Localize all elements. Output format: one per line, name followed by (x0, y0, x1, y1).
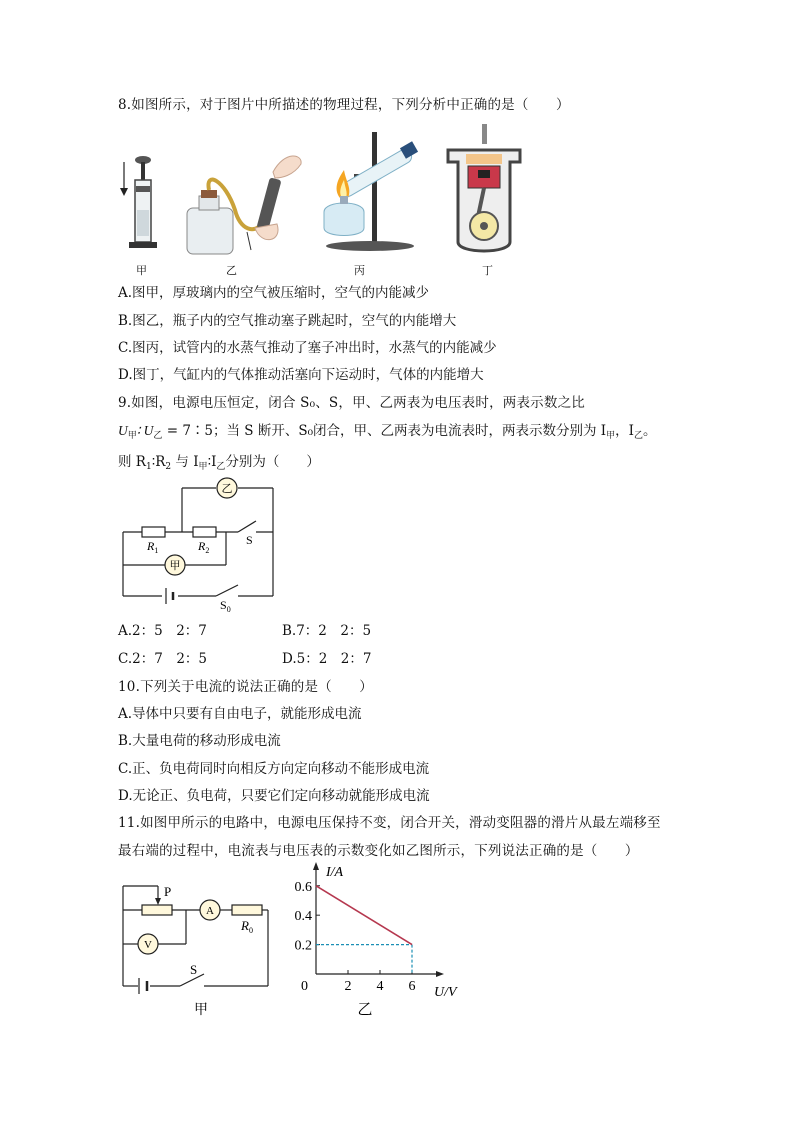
q8-option-c: C.图丙，试管内的水蒸气推动了塞子冲出时，水蒸气的内能减少 (118, 340, 497, 356)
y-tick-label: 0.4 (294, 909, 312, 925)
r0-label: $R_0$ (241, 918, 253, 935)
figure-jia-compression (115, 150, 165, 260)
circuit-caption-jia: 甲 (194, 1003, 208, 1018)
meter-jia-label: 甲 (169, 560, 181, 572)
q11-line2: 最右端的过程中，电流表与电压表的示数变化如乙图所示，下列说法正确的是（ ） (118, 843, 639, 859)
figure-yi-bottle-pump (185, 150, 305, 260)
caption-yi: 乙 (226, 264, 237, 277)
r1-label: $R_1$ (147, 539, 159, 555)
q8-option-d: D.图丁，气缸内的气体推动活塞向下运动时，气体的内能增大 (118, 367, 484, 383)
switch-s-label: S (190, 962, 198, 977)
figure-ding-engine (444, 122, 524, 254)
x-tick-label: 2 (344, 979, 352, 994)
q8-option-b: B.图乙，瓶子内的空气推动塞子跳起时，空气的内能增大 (118, 313, 457, 329)
x-tick-label: 6 (408, 979, 416, 994)
q8-option-a: A.图甲，厚玻璃内的空气被压缩时，空气的内能减少 (118, 285, 430, 301)
origin-label: 0 (301, 979, 308, 994)
q9-option-c: C.2：7 2：5 (118, 651, 207, 667)
q10-option-b: B.大量电荷的移动形成电流 (118, 733, 281, 749)
q9-option-b: B.7：2 2：5 (282, 623, 372, 639)
x-axis-arrow (436, 971, 444, 977)
q11-circuit-diagram (118, 880, 273, 1020)
caption-jia: 甲 (136, 264, 147, 277)
slider-p-label: P (164, 884, 172, 899)
y-tick-label: 0.2 (294, 938, 312, 954)
caption-bing: 丙 (354, 264, 365, 277)
q9-line2: $U_甲∶$ $U_乙$ = 7∶5；当 S 断开、S₀闭合，甲、乙两表为电流表时，两表示数分别为 $I_甲$，$I_乙$。 (118, 423, 657, 441)
q11-iu-graph (285, 862, 465, 1022)
caption-ding: 丁 (482, 264, 493, 277)
switch-s-label: S (246, 533, 253, 547)
y-axis-arrow (313, 862, 319, 870)
q9-line1: 9.如图，电源电压恒定，闭合 S₀、S，甲、乙两表为电压表时，两表示数之比 (118, 395, 585, 411)
series-line (316, 886, 412, 945)
y-tick-label: 0.6 (294, 879, 312, 895)
q10-option-a: A.导体中只要有自由电子，就能形成电流 (118, 706, 362, 722)
q11-line1: 11.如图甲所示的电路中，电源电压保持不变，闭合开关，滑动变阻器的滑片从最左端移至 (118, 815, 661, 831)
x-axis-label: U/V (434, 985, 457, 1000)
q10-option-c: C.正、负电荷同时向相反方向定向移动不能形成电流 (118, 761, 430, 777)
voltmeter-label: V (144, 939, 152, 951)
x-tick-label: 4 (376, 979, 384, 994)
q9-circuit-diagram (118, 478, 278, 613)
switch-s0-label: $S_0$ (220, 598, 231, 614)
figure-bing-test-tube (318, 130, 433, 255)
meter-yi-label: 乙 (221, 483, 233, 495)
graph-caption-yi: 乙 (357, 1002, 373, 1018)
y-axis-label: I/A (326, 865, 344, 880)
q10-option-d: D.无论正、负电荷，只要它们定向移动就能形成电流 (118, 788, 430, 804)
q9-option-a: A.2：5 2：7 (118, 623, 207, 639)
r2-label: $R_2$ (198, 539, 210, 555)
q10-stem: 10.下列关于电流的说法正确的是（ ） (118, 679, 373, 695)
q8-stem: 8.如图所示，对于图片中所描述的物理过程，下列分析中正确的是（ ） (118, 97, 570, 113)
ammeter-label: A (206, 905, 214, 917)
q9-line3: 则 $R_1∶R_2$ 与 $I_甲∶I_乙$分别为（ ） (118, 454, 320, 472)
q9-option-d: D.5：2 2：7 (282, 651, 372, 667)
